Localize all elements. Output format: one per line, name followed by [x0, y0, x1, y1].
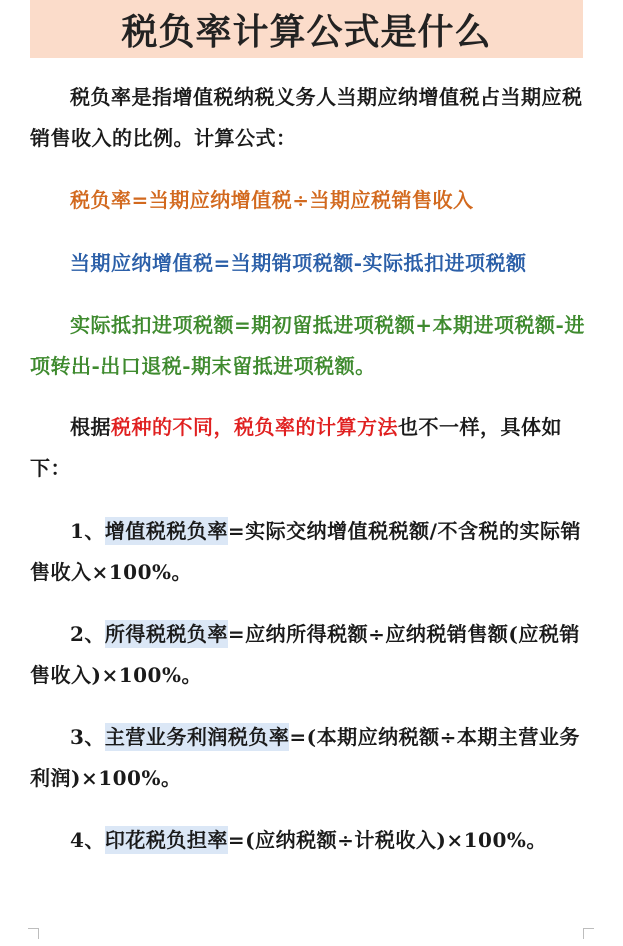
note-red-tax-type: 税种的不同， — [111, 415, 234, 439]
item-name-highlight: 印花税负担率 — [104, 828, 228, 852]
item-formula: =应纳所得税额÷应纳税销售额(应税销售收入)×100%。 — [30, 622, 580, 687]
item-number: 4、 — [70, 828, 105, 852]
page-corner-mark-left — [28, 928, 39, 939]
item-number: 2、 — [70, 622, 105, 646]
formula-actual-deduction: 实际抵扣进项税额=期初留抵进项税额+本期进项税额-进项转出-出口退税-期末留抵进项税额。 — [30, 313, 585, 378]
formula-tax-burden: 税负率=当期应纳增值税÷当期应税销售收入 — [70, 188, 474, 212]
item-number: 3、 — [70, 725, 105, 749]
note-suffix: 也不一样，具体如下： — [30, 415, 562, 480]
method-note — [30, 407, 590, 489]
list-item-3 — [30, 717, 590, 799]
list-item-4 — [30, 820, 590, 861]
item-name-highlight: 主营业务利润税负率 — [104, 725, 290, 749]
item-name-highlight: 所得税税负率 — [104, 622, 228, 646]
item-name-highlight: 增值税税负率 — [104, 519, 228, 543]
list-item-2 — [30, 614, 590, 696]
formula-vat-payable: 当期应纳增值税=当期销项税额-实际抵扣进项税额 — [70, 251, 527, 275]
list-item-1 — [30, 511, 590, 593]
note-prefix: 根据 — [70, 415, 111, 439]
item-formula: =(本期应纳税额÷本期主营业务利润)×100%。 — [30, 725, 580, 790]
item-number: 1、 — [70, 519, 105, 543]
note-red-method: 税负率的计算方法 — [234, 415, 398, 439]
page-title: 税负率计算公式是什么 — [121, 11, 492, 53]
page-corner-mark-right — [583, 928, 594, 939]
item-formula: =(应纳税额÷计税收入)×100%。 — [227, 828, 547, 852]
title-banner — [30, 0, 583, 58]
item-formula: =实际交纳增值税税额/不含税的实际销售收入×100%。 — [30, 519, 581, 584]
intro-paragraph: 税负率是指增值税纳税义务人当期应纳增值税占当期应税销售收入的比例。计算公式： — [30, 85, 583, 150]
